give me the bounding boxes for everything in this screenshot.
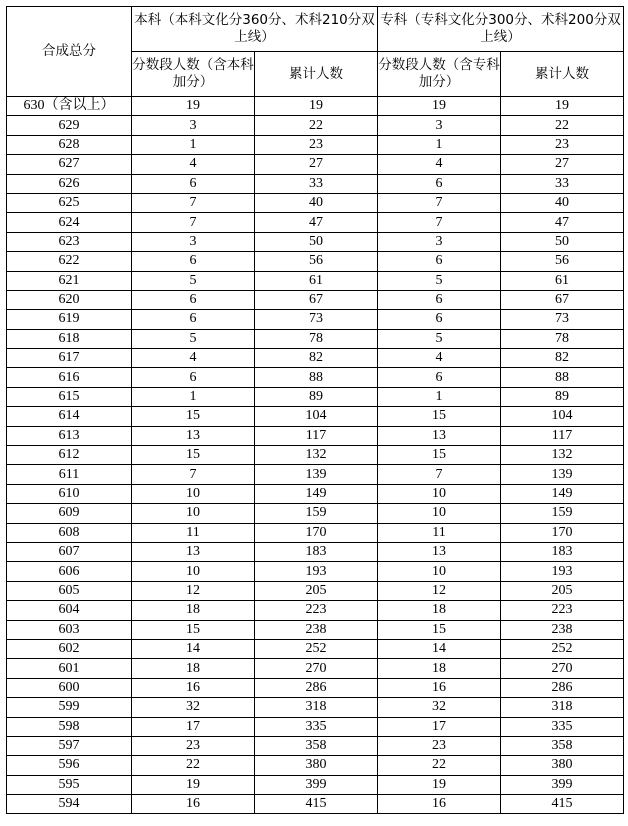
table-row — [7, 213, 624, 232]
junior-segment-cell: 18 — [378, 601, 501, 620]
junior-cumulative-cell: 252 — [501, 639, 624, 658]
undergrad-segment-cell: 13 — [132, 426, 255, 445]
undergrad-cumulative-cell: 132 — [255, 446, 378, 465]
junior-cumulative-cell: 19 — [501, 97, 624, 116]
undergrad-segment-cell: 15 — [132, 620, 255, 639]
table-row — [7, 484, 624, 503]
table-row — [7, 542, 624, 561]
table-row — [7, 795, 624, 814]
junior-segment-cell: 14 — [378, 639, 501, 658]
score-distribution-table — [6, 6, 624, 814]
junior-cumulative-header: 累计人数 — [501, 52, 624, 97]
undergrad-cumulative-cell: 33 — [255, 174, 378, 193]
junior-cumulative-cell: 88 — [501, 368, 624, 387]
table-row — [7, 717, 624, 736]
undergrad-cumulative-cell: 318 — [255, 698, 378, 717]
undergrad-segment-cell: 32 — [132, 698, 255, 717]
junior-segment-cell: 16 — [378, 678, 501, 697]
junior-segment-cell: 19 — [378, 775, 501, 794]
score-cell: 602 — [7, 639, 132, 658]
undergrad-cumulative-cell: 223 — [255, 601, 378, 620]
undergrad-cumulative-cell: 183 — [255, 542, 378, 561]
undergrad-cumulative-cell: 399 — [255, 775, 378, 794]
score-cell: 611 — [7, 465, 132, 484]
junior-cumulative-cell: 117 — [501, 426, 624, 445]
undergrad-cumulative-cell: 159 — [255, 504, 378, 523]
table-row — [7, 562, 624, 581]
score-cell: 617 — [7, 349, 132, 368]
undergrad-cumulative-cell: 47 — [255, 213, 378, 232]
junior-cumulative-cell: 132 — [501, 446, 624, 465]
score-cell: 605 — [7, 581, 132, 600]
table-row — [7, 310, 624, 329]
score-header: 合成总分 — [7, 7, 132, 97]
junior-segment-cell: 12 — [378, 581, 501, 600]
undergrad-segment-cell: 4 — [132, 349, 255, 368]
undergrad-cumulative-cell: 205 — [255, 581, 378, 600]
header-row-1 — [7, 7, 624, 52]
junior-segment-cell: 6 — [378, 290, 501, 309]
junior-cumulative-cell: 47 — [501, 213, 624, 232]
score-cell: 598 — [7, 717, 132, 736]
score-cell: 601 — [7, 659, 132, 678]
junior-segment-cell: 1 — [378, 387, 501, 406]
score-cell: 594 — [7, 795, 132, 814]
undergrad-cumulative-cell: 335 — [255, 717, 378, 736]
undergrad-segment-cell: 19 — [132, 97, 255, 116]
table-row — [7, 252, 624, 271]
undergrad-segment-cell: 12 — [132, 581, 255, 600]
undergrad-segment-cell: 7 — [132, 465, 255, 484]
junior-segment-cell: 15 — [378, 407, 501, 426]
score-cell: 622 — [7, 252, 132, 271]
score-cell: 624 — [7, 213, 132, 232]
junior-cumulative-cell: 223 — [501, 601, 624, 620]
junior-cumulative-cell: 159 — [501, 504, 624, 523]
table-row — [7, 465, 624, 484]
undergrad-segment-cell: 14 — [132, 639, 255, 658]
score-cell: 612 — [7, 446, 132, 465]
undergrad-segment-cell: 16 — [132, 678, 255, 697]
junior-cumulative-cell: 335 — [501, 717, 624, 736]
undergrad-segment-cell: 10 — [132, 504, 255, 523]
junior-cumulative-cell: 415 — [501, 795, 624, 814]
junior-segment-cell: 6 — [378, 252, 501, 271]
score-cell: 604 — [7, 601, 132, 620]
score-cell: 596 — [7, 756, 132, 775]
junior-cumulative-cell: 23 — [501, 135, 624, 154]
undergrad-segment-header: 分数段人数（含本科加分） — [132, 52, 255, 97]
junior-cumulative-cell: 104 — [501, 407, 624, 426]
junior-segment-cell: 7 — [378, 213, 501, 232]
junior-segment-cell: 7 — [378, 465, 501, 484]
undergrad-cumulative-cell: 82 — [255, 349, 378, 368]
junior-cumulative-cell: 61 — [501, 271, 624, 290]
undergrad-segment-cell: 4 — [132, 155, 255, 174]
junior-segment-cell: 4 — [378, 349, 501, 368]
junior-cumulative-cell: 205 — [501, 581, 624, 600]
undergrad-segment-cell: 6 — [132, 368, 255, 387]
junior-cumulative-cell: 238 — [501, 620, 624, 639]
junior-cumulative-cell: 139 — [501, 465, 624, 484]
junior-cumulative-cell: 193 — [501, 562, 624, 581]
table-row — [7, 426, 624, 445]
junior-segment-cell: 13 — [378, 426, 501, 445]
junior-segment-cell: 10 — [378, 562, 501, 581]
junior-cumulative-cell: 27 — [501, 155, 624, 174]
score-cell: 616 — [7, 368, 132, 387]
table-row — [7, 271, 624, 290]
undergrad-cumulative-cell: 380 — [255, 756, 378, 775]
table-row — [7, 504, 624, 523]
undergrad-segment-cell: 15 — [132, 446, 255, 465]
junior-segment-cell: 19 — [378, 97, 501, 116]
junior-segment-cell: 5 — [378, 271, 501, 290]
undergrad-header: 本科（本科文化分360分、术科210分双上线） — [132, 7, 378, 52]
table-row — [7, 523, 624, 542]
table-row — [7, 368, 624, 387]
undergrad-segment-cell: 6 — [132, 290, 255, 309]
undergrad-segment-cell: 19 — [132, 775, 255, 794]
score-cell: 623 — [7, 232, 132, 251]
undergrad-segment-cell: 10 — [132, 562, 255, 581]
table-row — [7, 775, 624, 794]
score-cell: 621 — [7, 271, 132, 290]
score-cell: 599 — [7, 698, 132, 717]
junior-segment-cell: 6 — [378, 310, 501, 329]
undergrad-segment-cell: 6 — [132, 174, 255, 193]
score-cell: 603 — [7, 620, 132, 639]
table-row — [7, 174, 624, 193]
junior-segment-cell: 15 — [378, 620, 501, 639]
score-cell: 625 — [7, 193, 132, 212]
junior-cumulative-cell: 399 — [501, 775, 624, 794]
undergrad-cumulative-cell: 67 — [255, 290, 378, 309]
score-cell: 600 — [7, 678, 132, 697]
table-row — [7, 678, 624, 697]
score-table-container — [6, 6, 624, 814]
junior-cumulative-cell: 56 — [501, 252, 624, 271]
score-cell: 595 — [7, 775, 132, 794]
junior-segment-cell: 16 — [378, 795, 501, 814]
junior-cumulative-cell: 170 — [501, 523, 624, 542]
score-cell: 620 — [7, 290, 132, 309]
score-cell: 628 — [7, 135, 132, 154]
undergrad-cumulative-cell: 358 — [255, 736, 378, 755]
undergrad-cumulative-cell: 78 — [255, 329, 378, 348]
undergrad-segment-cell: 3 — [132, 232, 255, 251]
table-row — [7, 659, 624, 678]
table-row — [7, 581, 624, 600]
junior-segment-cell: 18 — [378, 659, 501, 678]
junior-cumulative-cell: 33 — [501, 174, 624, 193]
table-row — [7, 155, 624, 174]
undergrad-segment-cell: 1 — [132, 135, 255, 154]
undergrad-cumulative-cell: 73 — [255, 310, 378, 329]
junior-cumulative-cell: 286 — [501, 678, 624, 697]
undergrad-segment-cell: 3 — [132, 116, 255, 135]
undergrad-cumulative-cell: 88 — [255, 368, 378, 387]
undergrad-segment-cell: 5 — [132, 329, 255, 348]
score-cell: 606 — [7, 562, 132, 581]
junior-cumulative-cell: 358 — [501, 736, 624, 755]
undergrad-cumulative-cell: 139 — [255, 465, 378, 484]
undergrad-cumulative-cell: 61 — [255, 271, 378, 290]
junior-cumulative-cell: 270 — [501, 659, 624, 678]
undergrad-cumulative-cell: 22 — [255, 116, 378, 135]
score-cell: 618 — [7, 329, 132, 348]
score-cell: 614 — [7, 407, 132, 426]
junior-cumulative-cell: 78 — [501, 329, 624, 348]
junior-cumulative-cell: 50 — [501, 232, 624, 251]
undergrad-cumulative-cell: 286 — [255, 678, 378, 697]
table-row — [7, 639, 624, 658]
undergrad-segment-cell: 1 — [132, 387, 255, 406]
junior-segment-cell: 15 — [378, 446, 501, 465]
undergrad-segment-cell: 7 — [132, 193, 255, 212]
junior-cumulative-cell: 149 — [501, 484, 624, 503]
junior-cumulative-cell: 89 — [501, 387, 624, 406]
undergrad-cumulative-cell: 40 — [255, 193, 378, 212]
junior-segment-cell: 4 — [378, 155, 501, 174]
junior-segment-cell: 3 — [378, 116, 501, 135]
score-cell: 607 — [7, 542, 132, 561]
junior-segment-cell: 10 — [378, 504, 501, 523]
junior-segment-cell: 3 — [378, 232, 501, 251]
score-cell: 613 — [7, 426, 132, 445]
junior-cumulative-cell: 73 — [501, 310, 624, 329]
table-row — [7, 407, 624, 426]
table-row — [7, 756, 624, 775]
undergrad-cumulative-header: 累计人数 — [255, 52, 378, 97]
junior-cumulative-cell: 318 — [501, 698, 624, 717]
junior-segment-cell: 17 — [378, 717, 501, 736]
score-cell: 609 — [7, 504, 132, 523]
junior-cumulative-cell: 67 — [501, 290, 624, 309]
undergrad-segment-cell: 16 — [132, 795, 255, 814]
table-row — [7, 329, 624, 348]
table-row — [7, 232, 624, 251]
undergrad-segment-cell: 13 — [132, 542, 255, 561]
undergrad-cumulative-cell: 170 — [255, 523, 378, 542]
undergrad-segment-cell: 6 — [132, 252, 255, 271]
undergrad-cumulative-cell: 117 — [255, 426, 378, 445]
undergrad-cumulative-cell: 89 — [255, 387, 378, 406]
undergrad-cumulative-cell: 27 — [255, 155, 378, 174]
score-cell: 629 — [7, 116, 132, 135]
undergrad-cumulative-cell: 104 — [255, 407, 378, 426]
junior-college-header: 专科（专科文化分300分、术科200分双上线） — [378, 7, 624, 52]
junior-segment-cell: 13 — [378, 542, 501, 561]
undergrad-segment-cell: 5 — [132, 271, 255, 290]
table-row — [7, 97, 624, 116]
undergrad-cumulative-cell: 238 — [255, 620, 378, 639]
table-row — [7, 116, 624, 135]
score-cell: 626 — [7, 174, 132, 193]
undergrad-cumulative-cell: 270 — [255, 659, 378, 678]
junior-cumulative-cell: 183 — [501, 542, 624, 561]
undergrad-segment-cell: 18 — [132, 601, 255, 620]
undergrad-cumulative-cell: 193 — [255, 562, 378, 581]
undergrad-segment-cell: 7 — [132, 213, 255, 232]
junior-cumulative-cell: 82 — [501, 349, 624, 368]
junior-cumulative-cell: 22 — [501, 116, 624, 135]
undergrad-cumulative-cell: 19 — [255, 97, 378, 116]
junior-segment-cell: 1 — [378, 135, 501, 154]
junior-segment-header: 分数段人数（含专科加分） — [378, 52, 501, 97]
undergrad-cumulative-cell: 252 — [255, 639, 378, 658]
score-cell: 619 — [7, 310, 132, 329]
table-row — [7, 387, 624, 406]
table-row — [7, 290, 624, 309]
table-body — [7, 97, 624, 814]
undergrad-segment-cell: 23 — [132, 736, 255, 755]
table-row — [7, 620, 624, 639]
undergrad-segment-cell: 17 — [132, 717, 255, 736]
junior-segment-cell: 7 — [378, 193, 501, 212]
undergrad-cumulative-cell: 415 — [255, 795, 378, 814]
table-row — [7, 135, 624, 154]
undergrad-segment-cell: 11 — [132, 523, 255, 542]
junior-segment-cell: 22 — [378, 756, 501, 775]
score-cell: 627 — [7, 155, 132, 174]
undergrad-segment-cell: 22 — [132, 756, 255, 775]
undergrad-segment-cell: 18 — [132, 659, 255, 678]
score-cell: 610 — [7, 484, 132, 503]
junior-segment-cell: 23 — [378, 736, 501, 755]
score-cell: 597 — [7, 736, 132, 755]
junior-segment-cell: 10 — [378, 484, 501, 503]
table-row — [7, 193, 624, 212]
junior-segment-cell: 11 — [378, 523, 501, 542]
junior-segment-cell: 6 — [378, 174, 501, 193]
table-row — [7, 736, 624, 755]
undergrad-cumulative-cell: 149 — [255, 484, 378, 503]
junior-segment-cell: 6 — [378, 368, 501, 387]
undergrad-cumulative-cell: 23 — [255, 135, 378, 154]
junior-cumulative-cell: 380 — [501, 756, 624, 775]
undergrad-segment-cell: 10 — [132, 484, 255, 503]
junior-segment-cell: 32 — [378, 698, 501, 717]
undergrad-segment-cell: 15 — [132, 407, 255, 426]
table-row — [7, 601, 624, 620]
undergrad-cumulative-cell: 50 — [255, 232, 378, 251]
table-row — [7, 698, 624, 717]
junior-segment-cell: 5 — [378, 329, 501, 348]
score-cell: 615 — [7, 387, 132, 406]
table-row — [7, 446, 624, 465]
undergrad-cumulative-cell: 56 — [255, 252, 378, 271]
score-cell: 630（含以上） — [7, 97, 132, 116]
table-row — [7, 349, 624, 368]
undergrad-segment-cell: 6 — [132, 310, 255, 329]
junior-cumulative-cell: 40 — [501, 193, 624, 212]
score-cell: 608 — [7, 523, 132, 542]
